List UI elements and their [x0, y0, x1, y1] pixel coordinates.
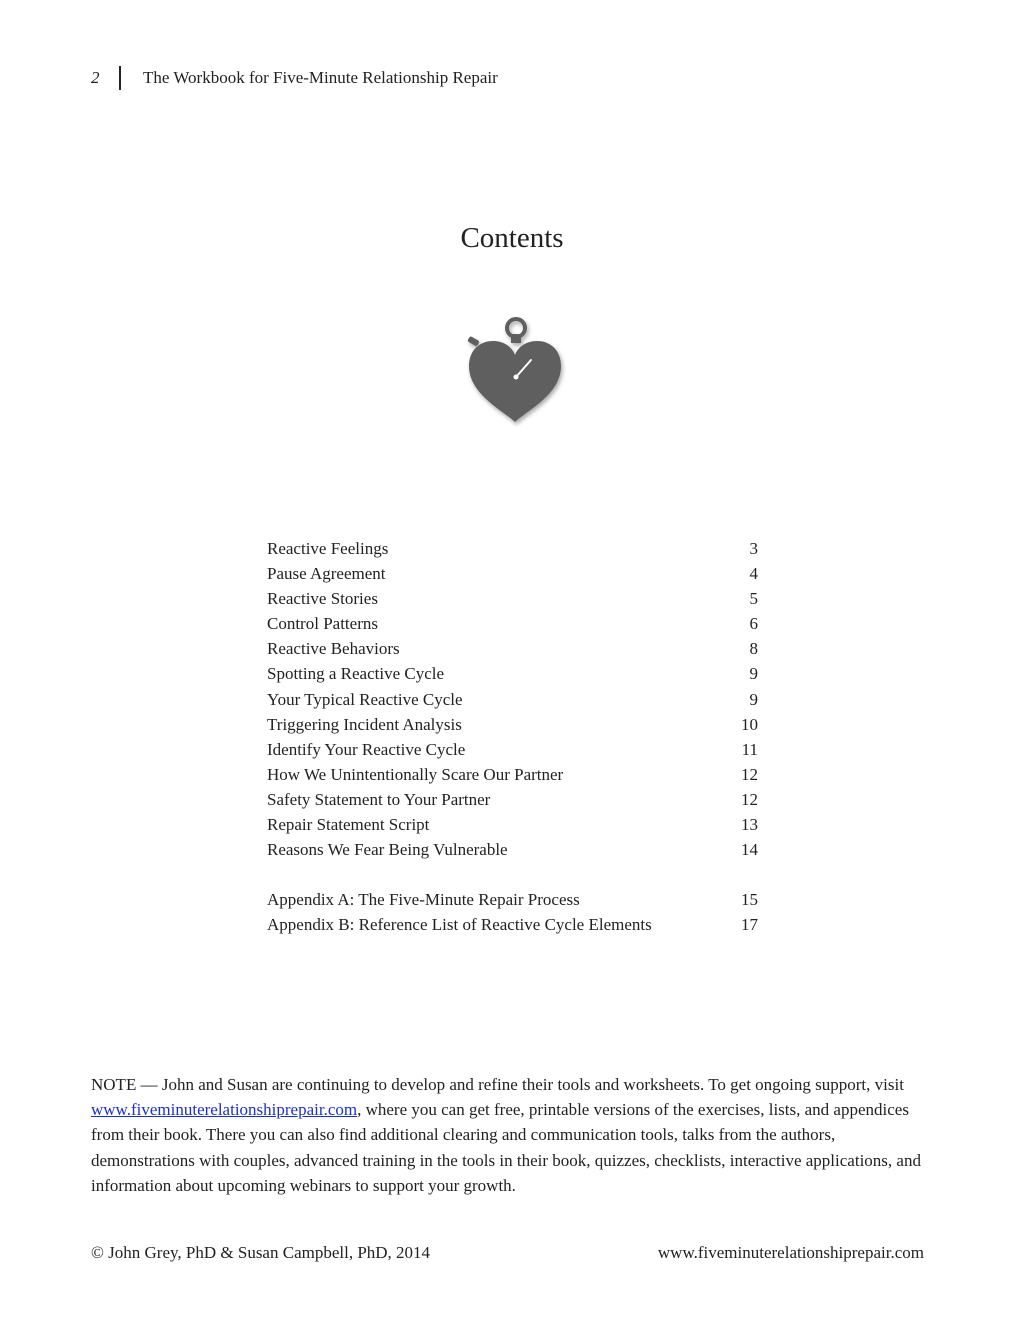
- toc-entry-page: 13: [741, 815, 758, 835]
- toc-entry-label: Your Typical Reactive Cycle: [267, 689, 463, 709]
- note-text-before: NOTE — John and Susan are continuing to develop and refine their tools and worksheets. To get ongoing support, visit: [91, 1075, 904, 1094]
- toc-entry-page: 8: [749, 639, 758, 659]
- toc-entry: [267, 712, 758, 737]
- toc-entry-label: Safety Statement to Your Partner: [267, 789, 491, 809]
- toc-entry-label: Reasons We Fear Being Vulnerable: [267, 840, 508, 860]
- toc-entry-label: Appendix B: Reference List of Reactive Cycle Elements: [267, 915, 652, 935]
- toc-entry-page: 11: [741, 739, 758, 759]
- toc-entry-page: 14: [741, 840, 758, 860]
- page-number: 2: [91, 68, 100, 87]
- toc-entry-page: 10: [741, 714, 758, 734]
- toc-entry: [267, 561, 758, 586]
- heart-stopwatch-icon: [462, 314, 568, 428]
- toc-entry: [267, 636, 758, 661]
- toc-entry-page: 5: [749, 589, 758, 609]
- page-title: Contents: [460, 222, 564, 254]
- toc-entry-page: 4: [749, 564, 758, 584]
- toc-entry-label: Identify Your Reactive Cycle: [267, 739, 466, 759]
- toc-entry: [267, 912, 758, 937]
- toc-entry-page: 9: [749, 689, 758, 709]
- toc-entry: [267, 661, 758, 686]
- toc-entry-page: 12: [741, 764, 758, 784]
- website-link[interactable]: www.fiveminuterelationshiprepair.com: [91, 1100, 358, 1120]
- toc-entry: [267, 787, 758, 812]
- toc-entry-page: 15: [741, 890, 758, 910]
- toc-entry: [267, 887, 758, 912]
- toc-entry-label: Triggering Incident Analysis: [267, 714, 462, 734]
- page-footer: [91, 1243, 924, 1263]
- toc-entry-label: Reactive Stories: [267, 589, 378, 609]
- toc-spacer: [267, 862, 758, 887]
- toc-entry-label: Pause Agreement: [267, 564, 386, 584]
- toc-entry-page: 9: [749, 664, 758, 684]
- toc-entry-label: Control Patterns: [267, 614, 378, 634]
- toc-entry: [267, 737, 758, 762]
- toc-entry-label: Reactive Behaviors: [267, 639, 400, 659]
- toc-entry: [267, 586, 758, 611]
- toc-entry-label: Repair Statement Script: [267, 815, 430, 835]
- toc-entry: [267, 687, 758, 712]
- book-title: The Workbook for Five-Minute Relationship Repair: [143, 68, 498, 87]
- toc-entry-label: Reactive Feelings: [267, 539, 389, 558]
- toc-entry: [267, 812, 758, 837]
- toc-entry-label: How We Unintentionally Scare Our Partner: [267, 764, 564, 784]
- toc-entry: [267, 837, 758, 862]
- toc-entry-label: Appendix A: The Five-Minute Repair Process: [267, 890, 580, 910]
- toc-entry: [267, 611, 758, 636]
- toc-entry-page: 3: [749, 539, 758, 558]
- footer-website: www.fiveminuterelationshiprepair.com: [657, 1243, 924, 1262]
- table-of-contents: [267, 536, 758, 937]
- toc-entry-label: Spotting a Reactive Cycle: [267, 664, 445, 684]
- toc-entry-page: 6: [749, 614, 758, 634]
- header-divider: [119, 66, 121, 90]
- note-text-after: , where you can get free, printable versions of the exercises, lists, and appendices from their book. There you can also find additional clearing and communication tools, talks from the authors, demonstrations with couples, advanced training in the tools in their book, quizzes, checklists, interactive applications, and information about upcoming webinars to support your growth.: [91, 1100, 921, 1195]
- toc-entry-page: 17: [741, 915, 758, 935]
- toc-entry-page: 12: [741, 789, 758, 809]
- note-paragraph: [91, 1072, 931, 1198]
- running-header: [91, 66, 498, 90]
- toc-entry: [267, 762, 758, 787]
- toc-entry: [267, 536, 758, 561]
- copyright-notice: © John Grey, PhD & Susan Campbell, PhD, 2014: [91, 1243, 431, 1262]
